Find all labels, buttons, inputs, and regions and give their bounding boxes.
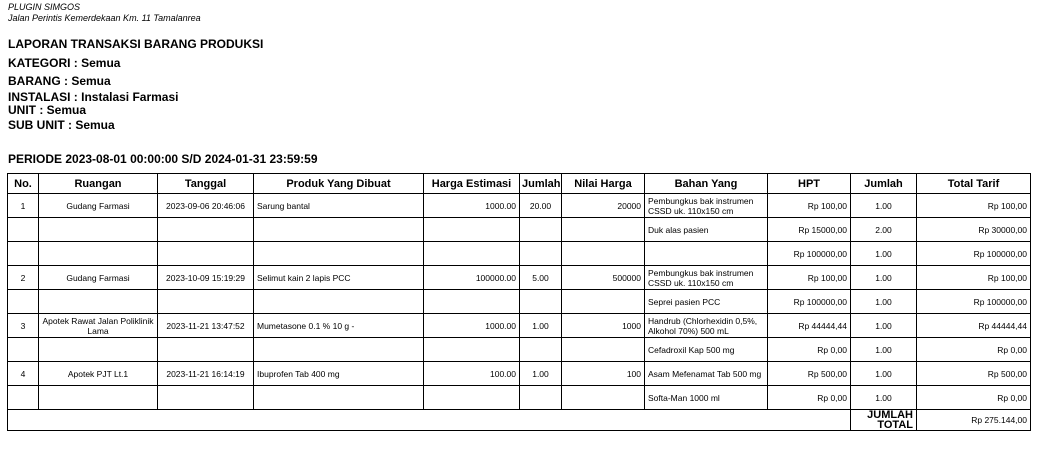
table-row [8, 266, 1031, 290]
table-row [8, 242, 1031, 266]
cell-jumlah [520, 242, 562, 266]
org-name: PLUGIN SIMGOS [8, 2, 81, 12]
header-col-nilai-harga: Nilai Harga [562, 174, 645, 194]
header-col-harga-estimasi: Harga Estimasi [424, 174, 520, 194]
cell-ruangan: Apotek Rawat Jalan Poliklinik Lama [39, 314, 158, 338]
cell-jumlah: 1.00 [520, 362, 562, 386]
cell-no [8, 338, 39, 362]
cell-hpt: Rp 100000,00 [768, 290, 851, 314]
table-row [8, 362, 1031, 386]
cell-tanggal: 2023-11-21 13:47:52 [158, 314, 254, 338]
cell-hpt: Rp 100,00 [768, 194, 851, 218]
cell-harga-estimasi: 1000.00 [424, 314, 520, 338]
table-row [8, 338, 1031, 362]
cell-total-tarif: Rp 100000,00 [917, 290, 1031, 314]
cell-tanggal [158, 242, 254, 266]
cell-jumlah [520, 386, 562, 410]
header-col-tanggal: Tanggal [158, 174, 254, 194]
header-col-jumlah-bahan: Jumlah [851, 174, 917, 194]
cell-total-tarif: Rp 0,00 [917, 338, 1031, 362]
table-row [8, 386, 1031, 410]
cell-bahan: Pembungkus bak instrumen CSSD uk. 110x150 cm [645, 194, 768, 218]
cell-harga-estimasi [424, 218, 520, 242]
cell-no: 1 [8, 194, 39, 218]
header-col-bahan: Bahan Yang [645, 174, 768, 194]
cell-ruangan [39, 338, 158, 362]
cell-produk: Sarung bantal [254, 194, 424, 218]
cell-no: 2 [8, 266, 39, 290]
cell-total-tarif: Rp 0,00 [917, 386, 1031, 410]
cell-ruangan [39, 218, 158, 242]
cell-harga-estimasi [424, 242, 520, 266]
report-periode: PERIODE 2023-08-01 00:00:00 S/D 2024-01-31 23:59:59 [8, 152, 318, 166]
cell-jumlah-bahan: 1.00 [851, 242, 917, 266]
cell-harga-estimasi: 100000.00 [424, 266, 520, 290]
cell-bahan: Asam Mefenamat Tab 500 mg [645, 362, 768, 386]
cell-bahan: Cefadroxil Kap 500 mg [645, 338, 768, 362]
cell-nilai-harga [562, 218, 645, 242]
filter-sub-unit: SUB UNIT : Semua [8, 118, 115, 132]
total-label: JUMLAH TOTAL [851, 410, 917, 431]
table-row [8, 194, 1031, 218]
table-body [8, 194, 1031, 431]
table-header-row [8, 174, 1031, 194]
cell-no [8, 290, 39, 314]
cell-hpt: Rp 0,00 [768, 338, 851, 362]
filter-unit: UNIT : Semua [8, 103, 87, 117]
cell-bahan: Seprei pasien PCC [645, 290, 768, 314]
cell-hpt: Rp 44444,44 [768, 314, 851, 338]
filter-kategori: KATEGORI : Semua [8, 56, 121, 70]
cell-produk [254, 338, 424, 362]
cell-no: 3 [8, 314, 39, 338]
cell-produk [254, 218, 424, 242]
header-col-total-tarif: Total Tarif [917, 174, 1031, 194]
table-row [8, 290, 1031, 314]
cell-no [8, 386, 39, 410]
cell-total-tarif: Rp 100,00 [917, 266, 1031, 290]
cell-hpt: Rp 500,00 [768, 362, 851, 386]
cell-tanggal: 2023-11-21 16:14:19 [158, 362, 254, 386]
cell-harga-estimasi [424, 338, 520, 362]
cell-no: 4 [8, 362, 39, 386]
report-header [8, 2, 201, 24]
cell-tanggal [158, 290, 254, 314]
cell-jumlah: 5.00 [520, 266, 562, 290]
cell-hpt: Rp 0,00 [768, 386, 851, 410]
cell-produk: Mumetasone 0.1 % 10 g - [254, 314, 424, 338]
cell-ruangan: Gudang Farmasi [39, 266, 158, 290]
table-row [8, 314, 1031, 338]
cell-hpt: Rp 100000,00 [768, 242, 851, 266]
cell-tanggal: 2023-09-06 20:46:06 [158, 194, 254, 218]
cell-bahan: Duk alas pasien [645, 218, 768, 242]
cell-bahan: Softa-Man 1000 ml [645, 386, 768, 410]
cell-hpt: Rp 100,00 [768, 266, 851, 290]
total-value: Rp 275.144,00 [917, 410, 1031, 431]
cell-jumlah-bahan: 1.00 [851, 266, 917, 290]
cell-jumlah-bahan: 1.00 [851, 290, 917, 314]
cell-jumlah: 1.00 [520, 314, 562, 338]
report-title: LAPORAN TRANSAKSI BARANG PRODUKSI [8, 37, 264, 51]
cell-nilai-harga: 20000 [562, 194, 645, 218]
org-address: Jalan Perintis Kemerdekaan Km. 11 Tamalanrea [8, 13, 201, 23]
cell-produk [254, 242, 424, 266]
cell-total-tarif: Rp 100000,00 [917, 242, 1031, 266]
cell-ruangan: Apotek PJT Lt.1 [39, 362, 158, 386]
cell-jumlah [520, 290, 562, 314]
cell-hpt: Rp 15000,00 [768, 218, 851, 242]
cell-nilai-harga [562, 290, 645, 314]
cell-jumlah-bahan: 1.00 [851, 362, 917, 386]
cell-total-tarif: Rp 500,00 [917, 362, 1031, 386]
cell-jumlah [520, 218, 562, 242]
cell-produk [254, 290, 424, 314]
header-col-jumlah: Jumlah [520, 174, 562, 194]
cell-nilai-harga [562, 338, 645, 362]
cell-bahan: Handrub (Chlorhexidin 0,5%, Alkohol 70%) 500 mL [645, 314, 768, 338]
cell-jumlah: 20.00 [520, 194, 562, 218]
cell-bahan [645, 242, 768, 266]
cell-no [8, 218, 39, 242]
header-col-hpt: HPT [768, 174, 851, 194]
filter-instalasi: INSTALASI : Instalasi Farmasi [8, 90, 179, 104]
cell-harga-estimasi: 1000.00 [424, 194, 520, 218]
cell-nilai-harga: 500000 [562, 266, 645, 290]
cell-tanggal: 2023-10-09 15:19:29 [158, 266, 254, 290]
cell-produk: Selimut kain 2 lapis PCC [254, 266, 424, 290]
cell-jumlah-bahan: 2.00 [851, 218, 917, 242]
cell-nilai-harga [562, 242, 645, 266]
cell-harga-estimasi: 100.00 [424, 362, 520, 386]
total-row [8, 410, 1031, 431]
cell-no [8, 242, 39, 266]
cell-produk [254, 386, 424, 410]
header-col-ruangan: Ruangan [39, 174, 158, 194]
cell-bahan: Pembungkus bak instrumen CSSD uk. 110x150 cm [645, 266, 768, 290]
cell-tanggal [158, 338, 254, 362]
cell-tanggal [158, 218, 254, 242]
cell-tanggal [158, 386, 254, 410]
cell-harga-estimasi [424, 386, 520, 410]
filter-barang: BARANG : Semua [8, 74, 111, 88]
cell-total-tarif: Rp 100,00 [917, 194, 1031, 218]
cell-ruangan [39, 386, 158, 410]
cell-jumlah-bahan: 1.00 [851, 338, 917, 362]
cell-produk: Ibuprofen Tab 400 mg [254, 362, 424, 386]
cell-nilai-harga [562, 386, 645, 410]
cell-jumlah-bahan: 1.00 [851, 386, 917, 410]
cell-ruangan [39, 242, 158, 266]
total-spacer [8, 410, 851, 431]
header-col-produk: Produk Yang Dibuat [254, 174, 424, 194]
cell-total-tarif: Rp 30000,00 [917, 218, 1031, 242]
cell-harga-estimasi [424, 290, 520, 314]
cell-ruangan: Gudang Farmasi [39, 194, 158, 218]
cell-total-tarif: Rp 44444,44 [917, 314, 1031, 338]
transaction-table [7, 173, 1031, 431]
table-row [8, 218, 1031, 242]
cell-jumlah-bahan: 1.00 [851, 314, 917, 338]
cell-nilai-harga: 100 [562, 362, 645, 386]
cell-jumlah-bahan: 1.00 [851, 194, 917, 218]
header-col-no: No. [8, 174, 39, 194]
cell-jumlah [520, 338, 562, 362]
cell-ruangan [39, 290, 158, 314]
cell-nilai-harga: 1000 [562, 314, 645, 338]
